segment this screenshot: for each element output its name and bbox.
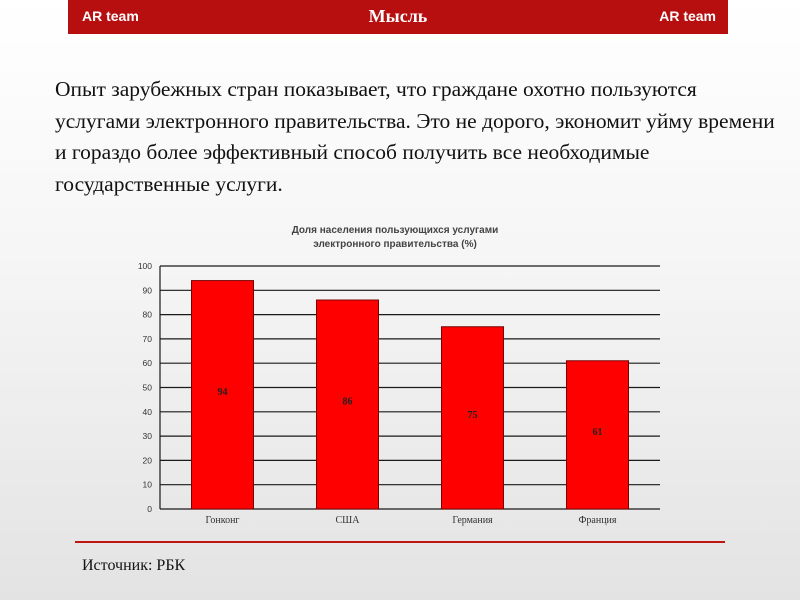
header-bar	[68, 0, 728, 34]
y-tick-label-20: 20	[142, 455, 152, 466]
x-tick-label-3: Германия	[452, 515, 493, 526]
y-tick-label-80: 80	[142, 309, 152, 320]
data-label-2: 86	[342, 396, 353, 408]
chart-title-line-1: Доля населения пользующихся услугами	[291, 225, 499, 236]
intro-paragraph: Опыт зарубежных стран показывает, что граждане охотно пользуются услугами электронного правительства. Это не дорого, экономит уйму времени и гораздо более эффективный способ получить все необходимые государственные услуги.	[55, 77, 775, 196]
bar-chart	[120, 215, 680, 535]
y-tick-label-40: 40	[142, 406, 152, 417]
y-tick-label-60: 60	[142, 358, 152, 369]
x-tick-label-2: США	[335, 515, 360, 526]
y-tick-label-70: 70	[142, 333, 152, 344]
y-tick-label-10: 10	[142, 479, 152, 490]
data-label-3: 75	[467, 409, 478, 421]
header-left-label: AR team	[82, 8, 139, 24]
y-tick-label-90: 90	[142, 285, 152, 296]
x-tick-label-4: Франция	[578, 515, 617, 526]
y-tick-label-30: 30	[142, 431, 152, 442]
y-tick-label-0: 0	[147, 504, 152, 514]
chart-title-line-2: электронного правительства (%)	[313, 239, 477, 250]
header-right-label: AR team	[659, 8, 716, 24]
data-label-4: 61	[592, 426, 603, 438]
header-title: Мысль	[368, 6, 428, 26]
chart-svg	[120, 215, 680, 535]
source-note: Источник: РБК	[82, 557, 186, 574]
divider-line	[75, 541, 725, 543]
x-tick-label-1: Гонконг	[205, 515, 240, 526]
y-tick-label-100: 100	[137, 261, 152, 271]
y-tick-label-50: 50	[142, 382, 152, 393]
data-label-1: 94	[217, 386, 228, 398]
